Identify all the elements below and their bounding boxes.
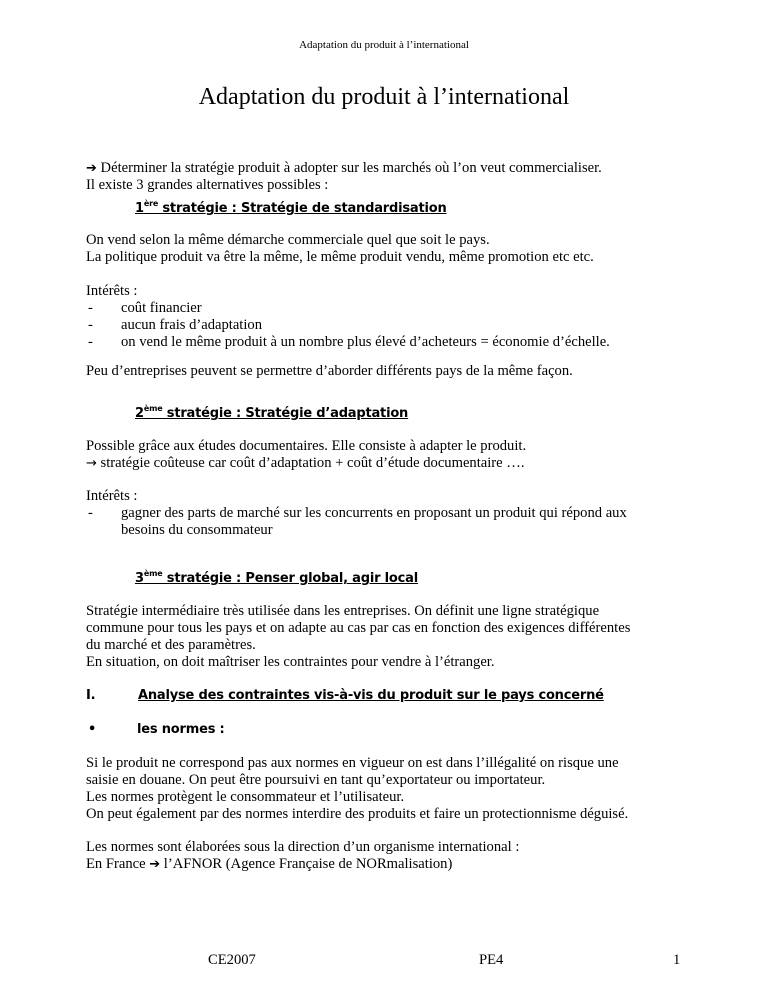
normes-organisme: Les normes sont élaborées sous la direction d’un organisme international : En France ➔ l’AFNOR (Agence Française de NORmalisation)	[86, 839, 520, 872]
strategy-1-conclusion: Peu d’entreprises peuvent se permettre d’aborder différents pays de la même façon.	[86, 363, 573, 379]
page-number: 1	[673, 952, 681, 968]
list-item: - gagner des parts de marché sur les concurrents en proposant un produit qui répond aux besoins du consommateur	[88, 505, 627, 538]
list-item: - coût financier	[88, 300, 202, 316]
strategy-1-heading: 1ère stratégie : Stratégie de standardisation	[135, 199, 447, 216]
footer-left: CE2007	[208, 952, 256, 968]
strategy-1-list	[86, 300, 686, 351]
normes-heading: • les normes :	[88, 722, 225, 737]
strategy-1-interets: Intérêts : - coût financier - aucun frais d’adaptation - on vend le même produit à un nombre plus élevé d’acheteurs = économie d’échelle.	[86, 283, 686, 351]
list-item: - on vend le même produit à un nombre plus élevé d’acheteurs = économie d’échelle.	[88, 334, 610, 350]
right-arrow-icon: ➔	[86, 161, 97, 176]
strategy-3-heading: 3ème stratégie : Penser global, agir local	[135, 569, 418, 586]
page-title: Adaptation du produit à l’international	[198, 84, 570, 110]
intro-line-2: Il existe 3 grandes alternatives possibles :	[86, 177, 329, 193]
footer-center: PE4	[479, 952, 504, 968]
list-item: - aucun frais d’adaptation	[88, 317, 263, 333]
section-1-heading: I. Analyse des contraintes vis-à-vis du produit sur le pays concerné	[86, 688, 604, 703]
strategy-2-heading: 2ème stratégie : Stratégie d’adaptation	[135, 404, 409, 421]
strategy-2-paragraph: Possible grâce aux études documentaires. Elle consiste à adapter le produit. → stratégie coûteuse car coût d’adaptation + coût d’étude documentaire ….	[86, 438, 527, 471]
strategy-3-paragraph: Stratégie intermédiaire très utilisée dans les entreprises. On définit une ligne stratégique commune pour tous les pays et on adapte au cas par cas en fonction des exigences différentes du marché et des paramètres. En situation, on doit maîtriser les contraintes pour vendre à l’étranger.	[86, 603, 631, 670]
normes-paragraph: Si le produit ne correspond pas aux normes en vigueur on est dans l’illégalité on risque une saisie en douane. On peut être poursuivi en tant qu’exportateur ou importateur. Les normes protègent le consommateur et l’utilisateur. On peut également par des normes interdire des produits et faire un protectionnisme déguisé.	[86, 755, 629, 822]
strategy-1-paragraph: On vend selon la même démarche commerciale quel que soit le pays. La politique produit va être la même, le même produit vendu, même promotion etc etc.	[86, 232, 594, 265]
strategy-2-interets: Intérêts : - gagner des parts de marché sur les concurrents en proposant un produit qui répond aux besoins du consommateur	[86, 488, 686, 539]
running-header: Adaptation du produit à l’international	[299, 39, 469, 51]
right-arrow-icon: →	[86, 456, 97, 471]
intro-paragraph	[86, 160, 686, 194]
intro-line-1: ➔ Déterminer la stratégie produit à adopter sur les marchés où l’on veut commercialiser.	[86, 160, 602, 176]
bullet-icon: •	[88, 722, 97, 737]
strategy-2-list	[86, 505, 686, 539]
right-arrow-icon: ➔	[149, 857, 161, 872]
